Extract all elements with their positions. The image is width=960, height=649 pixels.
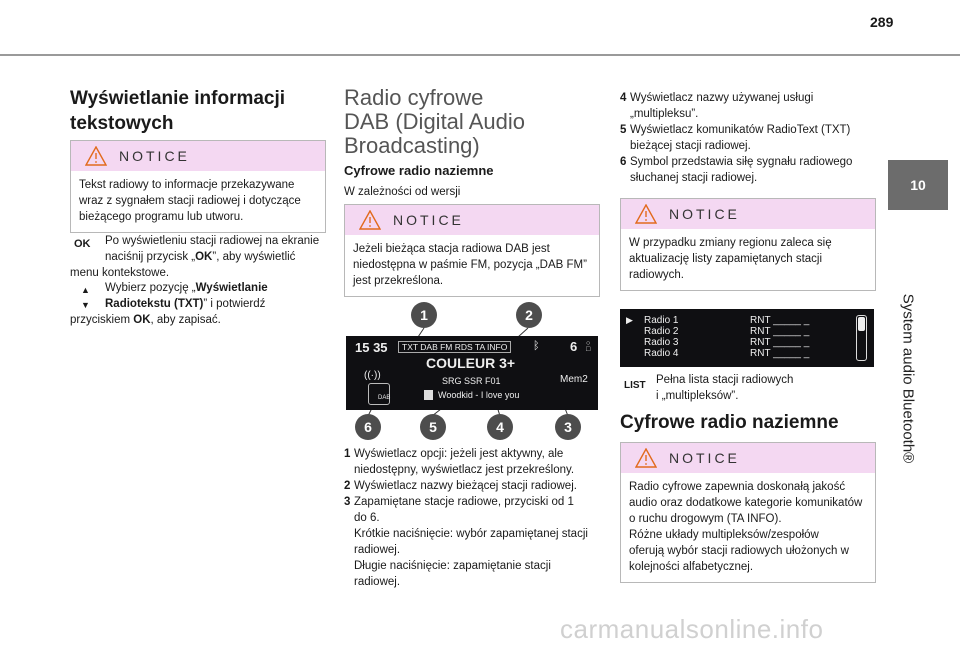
- callout-6: 6: [355, 414, 381, 440]
- subtitle: Cyfrowe radio naziemne: [344, 163, 494, 178]
- list-button-symbol: LIST: [624, 380, 646, 391]
- text-span: Wybierz pozycję „: [105, 282, 196, 294]
- callout-4: 4: [487, 414, 513, 440]
- option-tags: TXT DAB FM RDS TA INFO: [398, 341, 511, 353]
- notice-line: W przypadku zmiany regionu zaleca się: [629, 237, 832, 249]
- bold-span: OK: [195, 251, 213, 263]
- station-code: RNT _____ _: [750, 326, 810, 337]
- chapter-title-tab: [898, 220, 918, 540]
- notice-line: audio oraz dodatkowe kategorie komunikatów: [629, 497, 863, 509]
- notice-line: o ruchu drogowym (TA INFO).: [629, 513, 782, 525]
- station-name: Radio 3: [644, 337, 679, 348]
- callout-2: 2: [516, 302, 542, 328]
- text-line: Symbol przedstawia siłę sygnału radiowego: [630, 156, 853, 168]
- legend-item: [344, 446, 604, 478]
- up-down-arrow-icon: ▲ ▼: [81, 285, 90, 310]
- clock: 15 35: [355, 340, 388, 355]
- text-span: ” i potwierdź: [203, 298, 266, 310]
- text-line: radiowej.: [354, 576, 401, 588]
- radiotext: Woodkid - I love you: [438, 390, 520, 400]
- bold-span: Wyświetlanie: [195, 282, 268, 294]
- text-line: niedostępny, wyświetlacz jest przekreślony.: [354, 464, 575, 476]
- station-names: [644, 315, 678, 359]
- text-span: , aby zapisać.: [150, 314, 221, 326]
- text-span: ”, aby wyświetlić: [212, 251, 296, 263]
- list-scrollbar: [856, 315, 867, 361]
- item-number: 1: [344, 448, 351, 460]
- text-line: Wyświetlacz nazwy bieżącej stacji radiowej.: [354, 480, 577, 492]
- callout-3: 3: [555, 414, 581, 440]
- station-code: RNT _____ _: [750, 315, 810, 326]
- section-title-terrestrial: Cyfrowe radio naziemne: [620, 412, 839, 433]
- selection-arrow-icon: ▶: [626, 315, 633, 325]
- left-column: [70, 86, 330, 136]
- text-line: [105, 296, 335, 312]
- text-line: [105, 280, 335, 296]
- station-name: COULEUR 3+: [426, 355, 516, 371]
- notice-header: [621, 199, 875, 229]
- legend-item: [620, 122, 880, 154]
- text-line: Wyświetlacz komunikatów RadioText (TXT): [630, 124, 851, 136]
- notice-header: [71, 141, 325, 171]
- notice-line: Jeżeli bieżąca stacja radiowa DAB jest: [353, 243, 550, 255]
- text-span: przyciskiem: [70, 314, 134, 326]
- warning-icon: [635, 204, 657, 224]
- text-line: bieżącej stacji radiowej.: [630, 140, 751, 152]
- warning-icon: [359, 210, 381, 230]
- ok-button-symbol: OK: [74, 238, 91, 250]
- notice-line: oferują wybór stacji radiowych ułożonych w: [629, 545, 849, 557]
- legend-item: [620, 90, 880, 122]
- station-code: RNT _____ _: [750, 337, 810, 348]
- station-name: Radio 4: [644, 348, 679, 359]
- station-name: Radio 1: [644, 315, 679, 326]
- text-line: do 6.: [354, 512, 380, 524]
- legend-item: [344, 478, 604, 494]
- title-line: tekstowych: [70, 113, 174, 134]
- notice-label: NOTICE: [669, 450, 740, 466]
- notice-line: Tekst radiowy to informacje przekazywane: [79, 179, 295, 191]
- station-code: RNT _____ _: [750, 348, 810, 359]
- item-number: 4: [620, 92, 627, 104]
- notice-header: [345, 205, 599, 235]
- bluetooth-icon: ᛒ: [533, 340, 540, 352]
- section-title-dab: [344, 86, 525, 158]
- notice-box-digital-radio: [620, 442, 876, 583]
- section-title-text-info: [70, 86, 330, 136]
- watermark: carmanualsonline.info: [560, 614, 824, 644]
- bold-span: OK: [133, 314, 151, 326]
- dab-label: DAB: [378, 395, 391, 401]
- station-codes: [750, 315, 809, 359]
- text-line: [105, 249, 335, 265]
- text-line: Wyświetlacz nazwy używanej usługi: [630, 92, 814, 104]
- legend-list-1-3: [344, 446, 604, 590]
- text-line: Zapamiętane stacje radiowe, przyciski od 1: [354, 496, 574, 508]
- warning-icon: [85, 146, 107, 166]
- notice-body: [345, 235, 599, 296]
- arrow-instruction: [105, 280, 335, 312]
- callout-5: 5: [420, 414, 446, 440]
- title-line: Broadcasting): [344, 133, 480, 158]
- text-line: Krótkie naciśnięcie: wybór zapamiętanej stacji: [354, 528, 588, 540]
- dab-signal-icon: [368, 383, 390, 405]
- version-note: W zależności od wersji: [344, 186, 461, 198]
- warning-icon: [635, 448, 657, 468]
- notice-body: [621, 473, 875, 582]
- legend-item: [620, 154, 880, 186]
- list-instruction: [656, 372, 793, 404]
- callout-1: 1: [411, 302, 437, 328]
- item-number: 5: [620, 124, 627, 136]
- notice-line: kolejności alfabetycznej.: [629, 561, 754, 573]
- chapter-title: System audio Bluetooth®: [899, 293, 917, 464]
- notice-body: [621, 229, 875, 290]
- title-line: Wyświetlanie informacji: [70, 88, 286, 109]
- text-line: Długie naciśnięcie: zapamiętanie stacji: [354, 560, 551, 572]
- title-line: DAB (Digital Audio: [344, 109, 525, 134]
- header-rule: [0, 54, 960, 56]
- text-line: „multipleksu”.: [630, 108, 699, 120]
- signal-icon: ((·)): [364, 370, 381, 381]
- bold-span: Radiotekstu (TXT): [105, 298, 204, 310]
- text-line: [70, 312, 221, 328]
- text-line: radiowej.: [354, 544, 401, 556]
- radiotext-icon: [424, 390, 433, 400]
- notice-line: wraz z sygnałem stacji radiowej i dotyczące: [79, 195, 301, 207]
- battery-icon: ○ □: [586, 340, 591, 353]
- preset-number: 6: [570, 339, 578, 354]
- chapter-number-tab: 10: [888, 160, 948, 210]
- text-line: Wyświetlacz opcji: jeżeli jest aktywny, ale: [354, 448, 564, 460]
- item-number: 6: [620, 156, 627, 168]
- notice-header: [621, 443, 875, 473]
- notice-line: radiowych.: [629, 269, 684, 281]
- text-span: naciśnij przycisk „: [105, 251, 196, 263]
- notice-box-radiotext: [70, 140, 326, 233]
- legend-item: [344, 494, 604, 590]
- station-name: Radio 2: [644, 326, 679, 337]
- text-line: słuchanej stacji radiowej.: [630, 172, 758, 184]
- notice-line: Radio cyfrowe zapewnia doskonałą jakość: [629, 481, 846, 493]
- notice-label: NOTICE: [119, 148, 190, 164]
- notice-label: NOTICE: [393, 212, 464, 228]
- dab-radio-screen: [346, 336, 598, 410]
- notice-box-dab-fm: [344, 204, 600, 297]
- notice-box-region: [620, 198, 876, 291]
- page-number: 289: [870, 14, 894, 30]
- text-line: Po wyświetleniu stacji radiowej na ekranie: [105, 235, 320, 247]
- notice-label: NOTICE: [669, 206, 740, 222]
- notice-line: Różne układy multipleksów/zespołów: [629, 529, 819, 541]
- ok-instruction: [105, 233, 335, 265]
- notice-line: jest przekreślona.: [353, 275, 444, 287]
- notice-line: aktualizację listy zapamiętanych stacji: [629, 253, 823, 265]
- legend-list-4-6: [620, 90, 880, 186]
- item-number: 3: [344, 496, 351, 508]
- scroll-thumb: [858, 317, 865, 331]
- text-line: i „multipleksów”.: [656, 390, 739, 402]
- item-number: 2: [344, 480, 351, 492]
- notice-line: niedostępna w paśmie FM, pozycja „DAB FM”: [353, 259, 587, 271]
- notice-body: [71, 171, 325, 232]
- text-line: Pełna lista stacji radiowych: [656, 374, 794, 386]
- notice-line: bieżącego programu lub utworu.: [79, 211, 244, 223]
- text-line: menu kontekstowe.: [70, 267, 170, 279]
- title-line: Radio cyfrowe: [344, 85, 484, 110]
- station-list-screen: [620, 309, 874, 367]
- memory-slot: Mem2: [560, 374, 588, 385]
- multiplex-name: SRG SSR F01: [442, 376, 501, 386]
